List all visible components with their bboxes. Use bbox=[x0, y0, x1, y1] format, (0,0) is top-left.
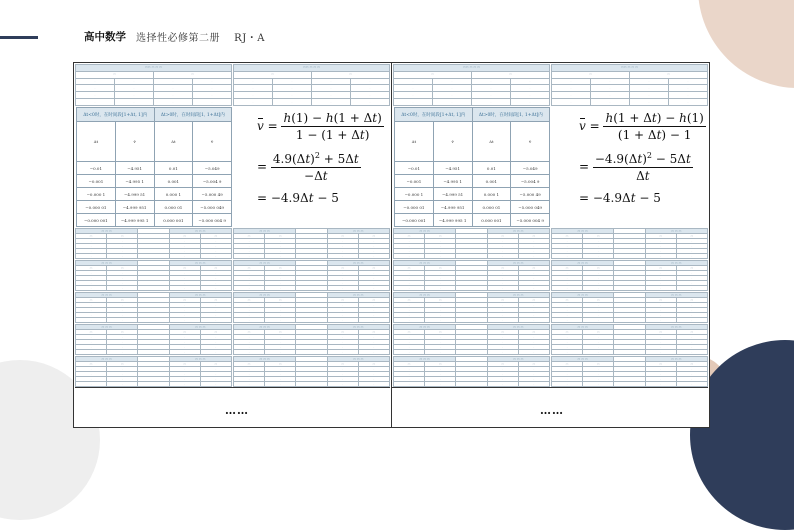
course-subtitle: 选择性必修第二册 RJ・A bbox=[136, 33, 265, 44]
thumb-table bbox=[233, 260, 390, 291]
mini-table: ▭ ▭ ▭ ▭ ▭ ▭ ▭ ▭ ▭ ▭ · · · · · · · · · · · · · · · · bbox=[551, 228, 708, 259]
cell: −0.001 bbox=[77, 175, 116, 188]
cell: −0.001 bbox=[395, 175, 434, 188]
col-label: v̄ bbox=[511, 122, 550, 162]
mini-table: ▭ ▭ ▭ ▭ ▭ ▭ ▭ ▭ ▭ ▭ · · · · · · · · · · · · · · · · bbox=[75, 356, 232, 387]
table-row bbox=[77, 162, 232, 175]
thumb-table bbox=[551, 324, 708, 355]
cell: 0.001 bbox=[154, 175, 193, 188]
mini-table: ▭ ▭ ▭ ▭ ▭ ▭ ▭ ▭ ▭ ▭ · · · · · · · · · · · · · · · · bbox=[393, 356, 550, 387]
thumb-table bbox=[551, 64, 708, 106]
thumb-table bbox=[393, 260, 550, 291]
mini-table: ▭ ▭ ▭ ▭ ▭ ▭ ▭ ▭ ▭ ▭ · · · · · · · · · · · · · · · · bbox=[233, 228, 390, 259]
mini-table: ▭▭ ▭ ▭ ▭ ▭ ▭ · · · · · · · · · · · · · · · · bbox=[393, 64, 550, 106]
left-table-header-pos: Δt>0时，在时间段[1, 1+Δt]内 bbox=[154, 108, 232, 122]
thumb-table bbox=[551, 292, 708, 323]
cell: −0.000 01 bbox=[77, 201, 116, 214]
formula-line-3: = −4.9Δt − 5 bbox=[579, 191, 661, 205]
cell: 0.000 01 bbox=[472, 201, 511, 214]
cell: −5.000 49 bbox=[193, 188, 232, 201]
thumb-table bbox=[233, 292, 390, 323]
thumb-table bbox=[233, 356, 390, 387]
cell: −4.999 951 bbox=[115, 201, 154, 214]
cell: −4.999 951 bbox=[433, 201, 472, 214]
cell: −0.000 001 bbox=[77, 214, 116, 227]
cell: −0.01 bbox=[77, 162, 116, 175]
cell: −4.951 bbox=[433, 162, 472, 175]
cell: −5.004 9 bbox=[193, 175, 232, 188]
right-table-header-pos: Δt>0时，在时间段[1, 1+Δt]内 bbox=[472, 108, 550, 122]
left-table-header-neg: Δt<0时，在时间段[1+Δt, 1]内 bbox=[77, 108, 155, 122]
table-row bbox=[395, 188, 550, 201]
cell: −5.049 bbox=[193, 162, 232, 175]
mini-table: ▭ ▭ ▭ ▭ ▭ ▭ ▭ ▭ ▭ ▭ · · · · · · · · · · · · · · · · bbox=[75, 292, 232, 323]
col-label: Δt bbox=[395, 122, 434, 162]
right-table-header-neg: Δt<0时，在时间段[1+Δt, 1]内 bbox=[395, 108, 473, 122]
thumb-table bbox=[551, 260, 708, 291]
thumb-table bbox=[393, 324, 550, 355]
right-formula-box bbox=[551, 107, 708, 227]
thumb-table bbox=[551, 356, 708, 387]
mini-table: ▭ ▭ ▭ ▭ ▭ ▭ ▭ ▭ ▭ ▭ · · · · · · · · · · · · · · · · bbox=[551, 356, 708, 387]
thumb-table bbox=[75, 64, 232, 106]
cell: −5.000 004 9 bbox=[193, 214, 232, 227]
cell: 0.000 001 bbox=[154, 214, 193, 227]
mini-table: ▭ ▭ ▭ ▭ ▭ ▭ ▭ ▭ ▭ ▭ · · · · · · · · · · · · · · · · bbox=[393, 228, 550, 259]
cell: −0.01 bbox=[395, 162, 434, 175]
table-row bbox=[77, 201, 232, 214]
thumb-table bbox=[75, 228, 232, 259]
table-row bbox=[395, 175, 550, 188]
cell: −4.995 1 bbox=[433, 175, 472, 188]
cell: 0.000 1 bbox=[472, 188, 511, 201]
cell: −5.004 9 bbox=[511, 175, 550, 188]
cell: 0.01 bbox=[154, 162, 193, 175]
course-title: 高中数学 bbox=[84, 31, 126, 43]
cell: −5.000 004 9 bbox=[511, 214, 550, 227]
col-label: v̄ bbox=[433, 122, 472, 162]
ellipsis: …… bbox=[225, 404, 249, 417]
mini-table: ▭▭ ▭ ▭ ▭ ▭ ▭ · · · · · · · · · · · · · · · · bbox=[233, 64, 390, 106]
frame-divider bbox=[391, 63, 392, 427]
cell: −4.999 51 bbox=[433, 188, 472, 201]
decorative-circle-top-right bbox=[698, 0, 794, 88]
thumb-table bbox=[75, 292, 232, 323]
mini-table: ▭▭ ▭ ▭ ▭ ▭ ▭ · · · · · · · · · · · · · · · · bbox=[551, 64, 708, 106]
right-data-table bbox=[394, 107, 550, 227]
cell: −4.999 995 1 bbox=[433, 214, 472, 227]
cell: −5.000 049 bbox=[511, 201, 550, 214]
thumb-table bbox=[393, 64, 550, 106]
left-formula-box bbox=[233, 107, 390, 227]
thumb-table bbox=[393, 356, 550, 387]
cell: −4.951 bbox=[115, 162, 154, 175]
cell: 0.000 01 bbox=[154, 201, 193, 214]
mini-table: ▭ ▭ ▭ ▭ ▭ ▭ ▭ ▭ ▭ ▭ · · · · · · · · · · · · · · · · bbox=[75, 260, 232, 291]
formula-line-1: v = $\frac{h(1) - h(1 + \Delta t)}{1 - (1 + \Delta t)}$ bbox=[257, 111, 382, 142]
cell: −4.999 995 1 bbox=[115, 214, 154, 227]
mini-table: ▭ ▭ ▭ ▭ ▭ ▭ ▭ ▭ ▭ ▭ · · · · · · · · · · · · · · · · bbox=[233, 324, 390, 355]
mini-table: ▭ ▭ ▭ ▭ ▭ ▭ ▭ ▭ ▭ ▭ · · · · · · · · · · · · · · · · bbox=[393, 292, 550, 323]
content-frame bbox=[73, 62, 710, 428]
thumb-table bbox=[233, 228, 390, 259]
col-label: v̄ bbox=[193, 122, 232, 162]
col-label: Δt bbox=[472, 122, 511, 162]
mini-table: ▭ ▭ ▭ ▭ ▭ ▭ ▭ ▭ ▭ ▭ · · · · · · · · · · · · · · · · bbox=[233, 356, 390, 387]
mini-table: ▭ ▭ ▭ ▭ ▭ ▭ ▭ ▭ ▭ ▭ · · · · · · · · · · · · · · · · bbox=[551, 324, 708, 355]
cell: −4.995 1 bbox=[115, 175, 154, 188]
col-label: Δt bbox=[154, 122, 193, 162]
cell: −5.000 49 bbox=[511, 188, 550, 201]
mini-table: ▭ ▭ ▭ ▭ ▭ ▭ ▭ ▭ ▭ ▭ · · · · · · · · · · · · · · · · bbox=[75, 324, 232, 355]
cell: −0.000 1 bbox=[395, 188, 434, 201]
cell: 0.01 bbox=[472, 162, 511, 175]
cell: −5.000 049 bbox=[193, 201, 232, 214]
table-row bbox=[395, 162, 550, 175]
left-data-table bbox=[76, 107, 232, 227]
cell: −0.000 001 bbox=[395, 214, 434, 227]
header-accent-line bbox=[0, 36, 38, 39]
thumb-table bbox=[393, 228, 550, 259]
cell: −5.049 bbox=[511, 162, 550, 175]
left-ellipsis-cell bbox=[75, 387, 390, 427]
cell: −0.000 1 bbox=[77, 188, 116, 201]
mini-table: ▭ ▭ ▭ ▭ ▭ ▭ ▭ ▭ ▭ ▭ · · · · · · · · · · · · · · · · bbox=[551, 292, 708, 323]
table-row bbox=[395, 201, 550, 214]
thumb-table bbox=[75, 260, 232, 291]
table-row bbox=[77, 188, 232, 201]
formula-line-2: = $\frac{4.9(\Delta t)^2 + 5\Delta t}{-\Delta t}$ bbox=[257, 151, 359, 183]
table-row bbox=[77, 214, 232, 227]
cell: −4.999 51 bbox=[115, 188, 154, 201]
formula-line-1: v = $\frac{h(1 + \Delta t) - h(1)}{(1 + \Delta t) - 1}$ bbox=[579, 111, 704, 142]
mini-table: ▭▭ ▭ ▭ ▭ ▭ ▭ · · · · · · · · · · · · · · · · bbox=[75, 64, 232, 106]
mini-table: ▭ ▭ ▭ ▭ ▭ ▭ ▭ ▭ ▭ ▭ · · · · · · · · · · · · · · · · bbox=[75, 228, 232, 259]
formula-line-3: = −4.9Δt − 5 bbox=[257, 191, 339, 205]
col-label: Δt bbox=[77, 122, 116, 162]
cell: 0.000 001 bbox=[472, 214, 511, 227]
thumb-table bbox=[75, 356, 232, 387]
right-ellipsis-cell bbox=[392, 387, 708, 427]
thumb-table bbox=[75, 324, 232, 355]
cell: 0.001 bbox=[472, 175, 511, 188]
cell: 0.000 1 bbox=[154, 188, 193, 201]
thumb-table bbox=[393, 292, 550, 323]
mini-table: ▭ ▭ ▭ ▭ ▭ ▭ ▭ ▭ ▭ ▭ · · · · · · · · · · · · · · · · bbox=[233, 292, 390, 323]
table-row bbox=[77, 175, 232, 188]
mini-table: ▭ ▭ ▭ ▭ ▭ ▭ ▭ ▭ ▭ ▭ · · · · · · · · · · · · · · · · bbox=[233, 260, 390, 291]
mini-table: ▭ ▭ ▭ ▭ ▭ ▭ ▭ ▭ ▭ ▭ · · · · · · · · · · · · · · · · bbox=[393, 324, 550, 355]
ellipsis: …… bbox=[540, 404, 564, 417]
col-label: v̄ bbox=[115, 122, 154, 162]
mini-table: ▭ ▭ ▭ ▭ ▭ ▭ ▭ ▭ ▭ ▭ · · · · · · · · · · · · · · · · bbox=[393, 260, 550, 291]
cell: −0.000 01 bbox=[395, 201, 434, 214]
mini-table: ▭ ▭ ▭ ▭ ▭ ▭ ▭ ▭ ▭ ▭ · · · · · · · · · · · · · · · · bbox=[551, 260, 708, 291]
table-row bbox=[395, 214, 550, 227]
thumb-table bbox=[233, 64, 390, 106]
thumb-table bbox=[551, 228, 708, 259]
formula-line-2: = $\frac{-4.9(\Delta t)^2 - 5\Delta t}{\Delta t}$ bbox=[579, 151, 691, 183]
thumb-table bbox=[233, 324, 390, 355]
